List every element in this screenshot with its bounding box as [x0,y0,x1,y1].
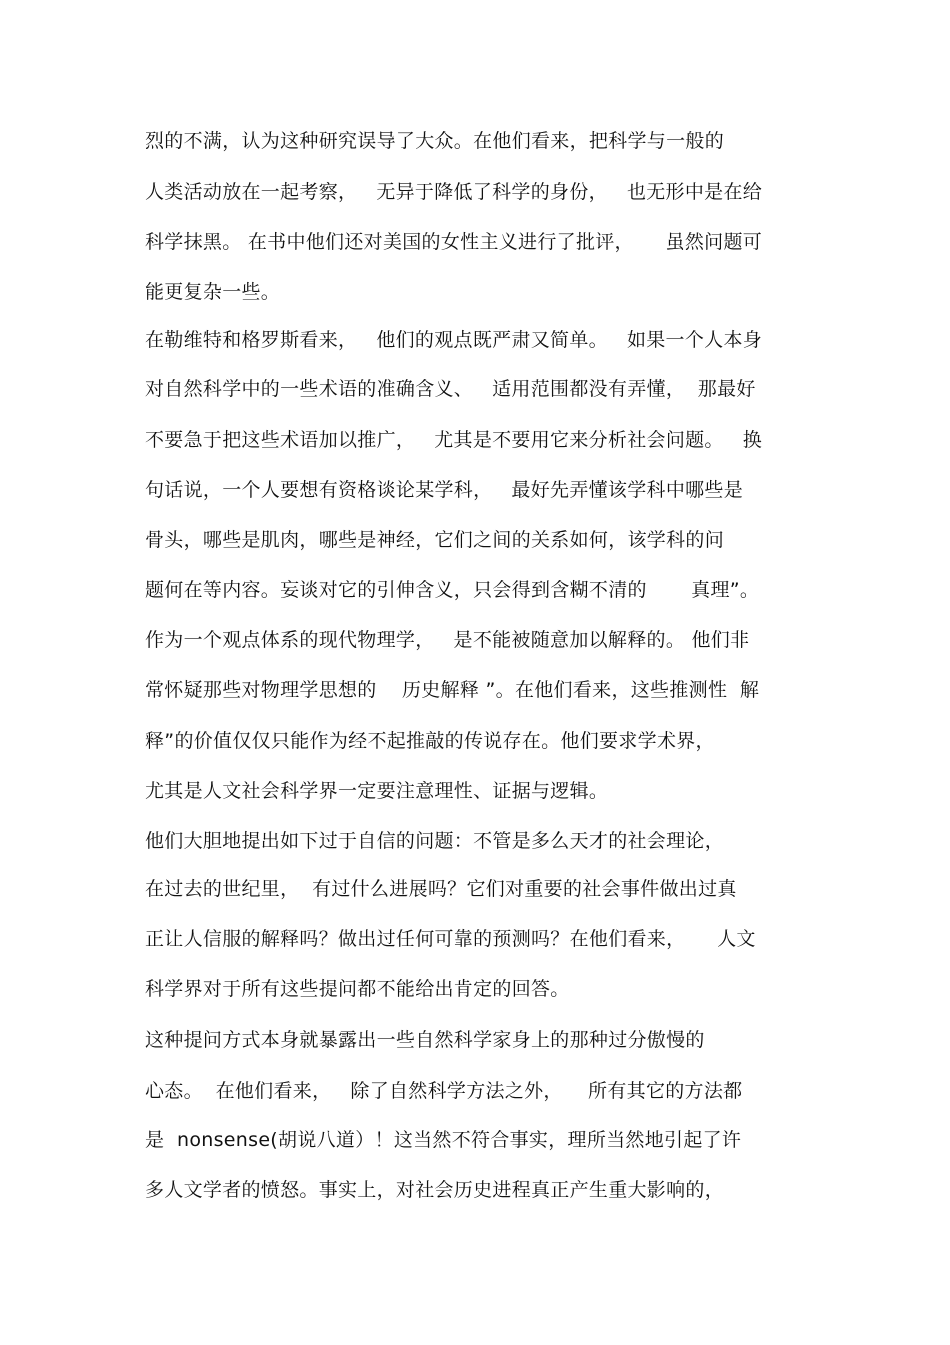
text-line: 多人文学者的愤怒。事实上，对社会历史进程真正产生重大影响的， [145,1179,725,1201]
text-line: 在勒维特和格罗斯看来， 他们的观点既严肃又简单。 如果一个人本身 [145,329,763,351]
text-line: 不要急于把这些术语加以推广， 尤其是不要用它来分析社会问题。 换 [145,429,763,451]
text-line: 句话说，一个人要想有资格谈论某学科， 最好先弄懂该学科中哪些是 [145,479,744,501]
text-line: 这种提问方式本身就暴露出一些自然科学家身上的那种过分傲慢的 [145,1029,705,1051]
text-line: 科学抹黑。 在书中他们还对美国的女性主义进行了批评， 虽然问题可 [145,231,763,253]
text-line: 题何在等内容。妄谈对它的引伸含义，只会得到含糊不清的 真理”。 [145,579,760,601]
text-line: 常怀疑那些对物理学思想的 历史解释 ”。在他们看来，这些推测性 解 [145,679,760,701]
text-line: 人类活动放在一起考察， 无异于降低了科学的身份， 也无形中是在给 [145,181,763,203]
text-line: 是 nonsense(胡说八道）！这当然不符合事实，理所当然地引起了许 [145,1129,742,1151]
text-line: 心态。 在他们看来， 除了自然科学方法之外， 所有其它的方法都 [145,1080,743,1102]
text-line: 作为一个观点体系的现代物理学， 是不能被随意加以解释的。 他们非 [145,629,750,651]
text-line: 科学界对于所有这些提问都不能给出肯定的回答。 [145,978,570,1000]
text-line: 在过去的世纪里， 有过什么进展吗？它们对重要的社会事件做出过真 [145,878,737,900]
text-line: 释”的价值仅仅只能作为经不起推敲的传说存在。他们要求学术界， [145,730,715,752]
text-line: 烈的不满，认为这种研究误导了大众。在他们看来，把科学与一般的 [145,130,725,152]
text-line: 对自然科学中的一些术语的准确含义、 适用范围都没有弄懂， 那最好 [145,378,756,400]
text-line: 正让人信服的解释吗？做出过任何可靠的预测吗？在他们看来， 人文 [145,928,756,950]
text-line: 他们大胆地提出如下过于自信的问题：不管是多么天才的社会理论， [145,830,725,852]
text-line: 骨头，哪些是肌肉，哪些是神经，它们之间的关系如何，该学科的问 [145,529,725,551]
text-line: 尤其是人文社会科学界一定要注意理性、证据与逻辑。 [145,780,609,802]
text-line: 能更复杂一些。 [145,281,281,303]
